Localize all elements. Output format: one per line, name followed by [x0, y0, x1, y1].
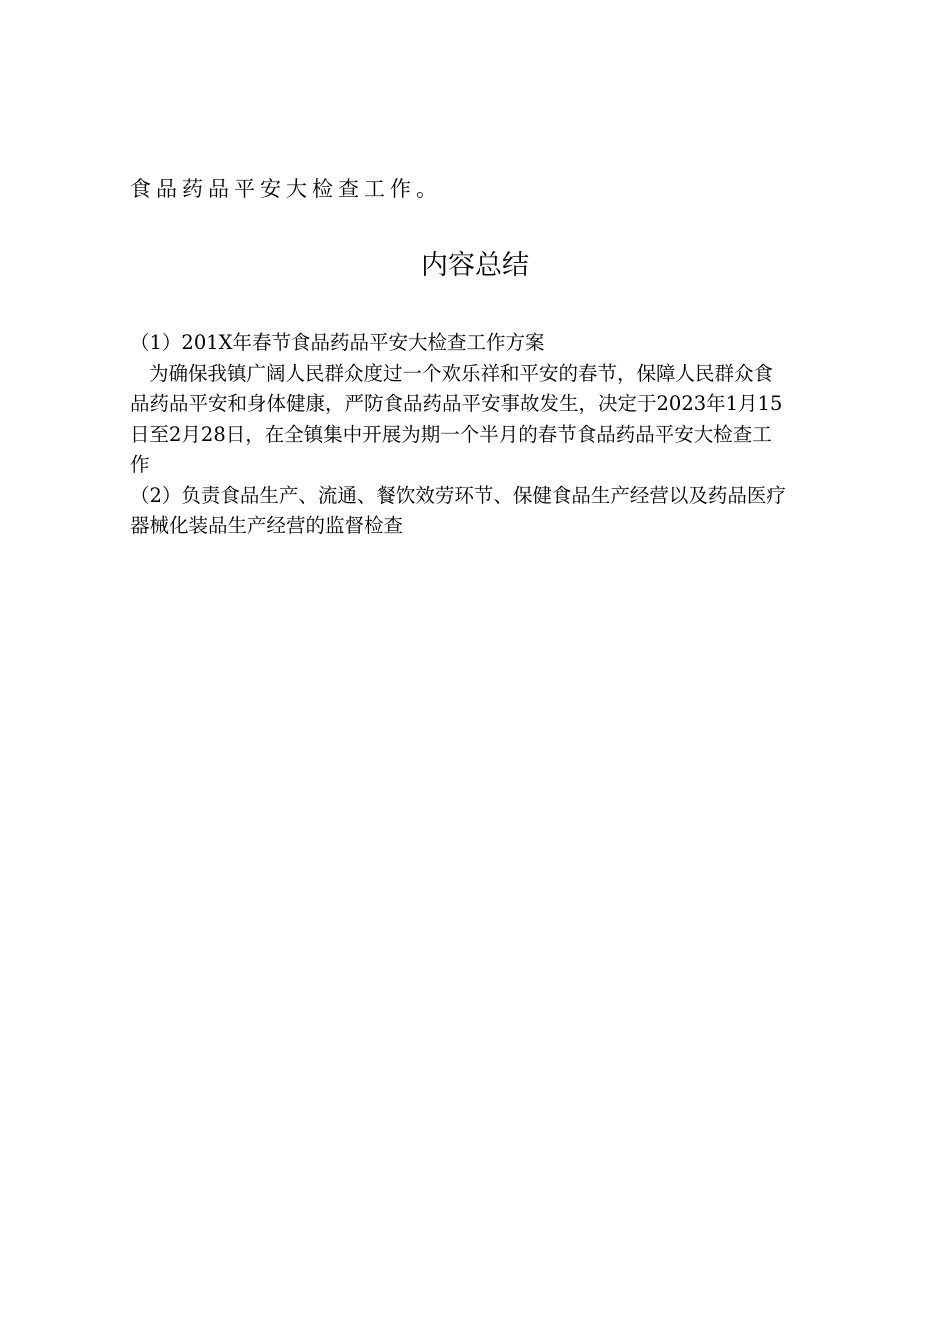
item2-line-2: 器械化装品生产经营的监督检查	[130, 514, 404, 537]
item1-body-line-3: 日至2月28日，在全镇集中开展为期一个半月的春节食品药品平安大检查工	[130, 422, 772, 446]
item1-body-line-4: 作	[130, 453, 150, 476]
item1-body-line-2: 品药品平安和身体健康，严防食品药品平安事故发生，决定于2023年1月15	[130, 392, 783, 415]
summary-content	[130, 328, 824, 542]
item2-line-1: （2）负责食品生产、流通、餐饮效劳环节、保健食品生产经营以及药品医疗	[130, 483, 786, 507]
summary-heading: 内容总结	[421, 250, 529, 281]
item1-body-line-1: 为确保我镇广阔人民群众度过一个欢乐祥和平安的春节，保障人民群众食	[149, 361, 774, 385]
carryover-text: 食品药品平安大检查工作。	[130, 177, 442, 201]
item1-title: （1）201X年春节食品药品平安大检查工作方案	[130, 331, 545, 354]
